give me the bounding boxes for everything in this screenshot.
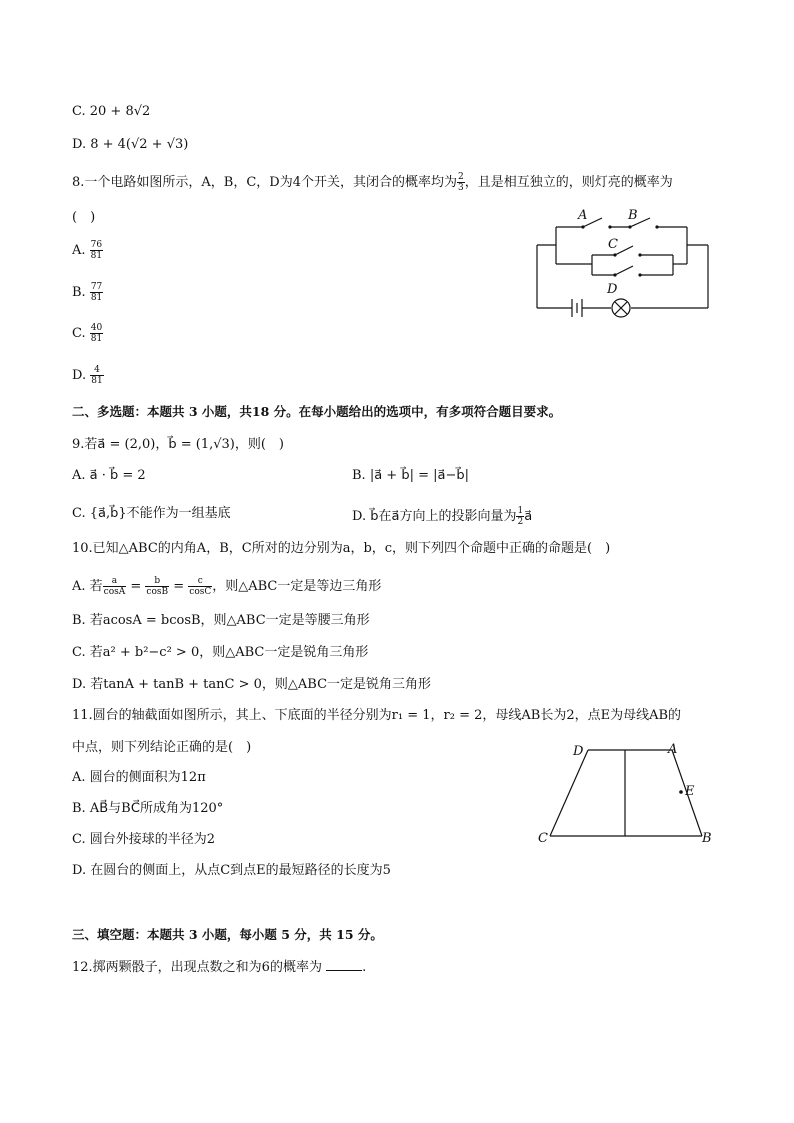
point-label-d: D bbox=[573, 744, 584, 759]
point-label-b: B bbox=[702, 831, 712, 846]
q9-option-b: B. |a⃗ + b⃗| = |a⃗−b⃗| bbox=[352, 468, 469, 483]
section-2-heading: 二、多选题：本题共 3 小题，共18 分。在每小题给出的选项中，有多项符合题目要求。 bbox=[72, 404, 562, 419]
q11-option-d: D. 在圆台的侧面上，从点C到点E的最短路径的长度为5 bbox=[72, 863, 391, 878]
q8-stem-fraction: $\frac{2}{3}$ bbox=[458, 172, 464, 193]
frustum-axial-section-diagram bbox=[530, 738, 720, 850]
q12-stem: 12.掷两颗骰子，出现点数之和为6的概率为 . bbox=[72, 960, 367, 975]
q8-stem bbox=[72, 172, 673, 193]
q8-option-b: B. $\frac{77}{81}$ bbox=[72, 282, 103, 303]
q10-stem: 10.已知△ABC的内角A，B，C所对的边分别为a，b，c，则下列四个命题中正确的命题是( ) bbox=[72, 541, 611, 556]
q10-option-c: C. 若a² + b²−c² > 0，则△ABC一定是锐角三角形 bbox=[72, 645, 369, 660]
section-3-heading: 三、填空题：本题共 3 小题，每小题 5 分，共 15 分。 bbox=[72, 927, 383, 942]
switch-label-d: D bbox=[607, 282, 618, 297]
q8-option-d: D. $\frac{4}{81}$ bbox=[72, 365, 103, 386]
q8-stem-part-a: 8.一个电路如图所示，A，B，C，D为4个开关，其闭合的概率均为 bbox=[72, 175, 457, 190]
switch-label-b: B bbox=[628, 208, 638, 223]
q11-option-b: B. AB⃗与BC⃗所成角为120° bbox=[72, 801, 224, 816]
answer-blank[interactable] bbox=[326, 958, 362, 971]
q10-option-b: B. 若acosA = bcosB，则△ABC一定是等腰三角形 bbox=[72, 613, 370, 628]
q8-paren: ( ) bbox=[72, 210, 96, 225]
q11-option-a: A. 圆台的侧面积为12π bbox=[72, 770, 206, 785]
q9-stem: 9.若a⃗ = (2,0)，b⃗ = (1,√3)，则( ) bbox=[72, 437, 284, 452]
q9-option-d: D. b⃗在a⃗方向上的投影向量为 $\frac{1}{2}$ a⃗ bbox=[352, 506, 533, 527]
q8-stem-part-b: ，且是相互独立的，则灯亮的概率为 bbox=[464, 175, 673, 190]
point-label-c: C bbox=[538, 831, 548, 846]
q11-stem-line-1: 11.圆台的轴截面如图所示，其上、下底面的半径分别为r₁ = 1，r₂ = 2，母线AB长为2，点E为母线AB的 bbox=[72, 708, 682, 723]
point-label-a: A bbox=[668, 742, 678, 757]
q10-option-d: D. 若tanA + tanB + tanC > 0，则△ABC一定是锐角三角形 bbox=[72, 677, 432, 692]
q8-option-c: C. $\frac{40}{81}$ bbox=[72, 323, 103, 344]
q7-option-d: D. 8 + 4(√2 + √3) bbox=[72, 137, 189, 152]
switch-label-c: C bbox=[608, 237, 618, 252]
circuit-diagram bbox=[530, 205, 720, 325]
switch-label-a: A bbox=[578, 208, 588, 223]
point-label-e: E bbox=[685, 784, 695, 799]
q7-option-c: C. 20 + 8√2 bbox=[72, 104, 151, 119]
q8-option-a: A. $\frac{76}{81}$ bbox=[72, 240, 103, 261]
q11-option-c: C. 圆台外接球的半径为2 bbox=[72, 832, 216, 847]
q11-stem-line-2: 中点，则下列结论正确的是( ) bbox=[72, 740, 252, 755]
q9-option-a: A. a⃗ · b⃗ = 2 bbox=[72, 468, 146, 483]
q9-option-c: C. {a⃗,b⃗}不能作为一组基底 bbox=[72, 506, 231, 521]
q10-option-a: A. 若 $\frac{a}{\cos A}$ = $\frac{b}{\cos B}$ = $\frac{c}{\cos C}$ ，则△ABC一定是等边三角形 bbox=[72, 576, 382, 597]
